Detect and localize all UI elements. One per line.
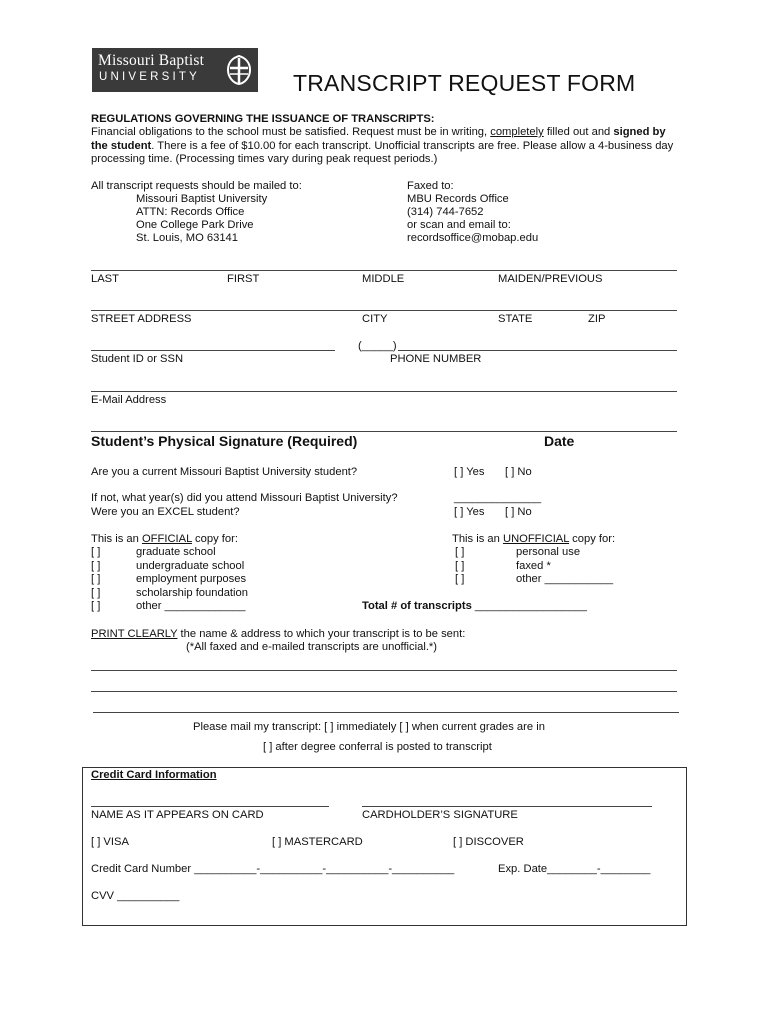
phone-line[interactable] <box>398 350 677 351</box>
fax-line-4: or scan and email to: <box>407 219 511 231</box>
unofficial-checkbox-faxed[interactable]: [ ] <box>455 560 465 572</box>
card-number-field[interactable]: Credit Card Number __________-__________-__________-__________ <box>91 863 455 875</box>
zip-label: ZIP <box>588 313 606 325</box>
unofficial-checkbox-personal[interactable]: [ ] <box>455 546 465 558</box>
name-line[interactable] <box>91 270 677 271</box>
university-logo <box>92 48 258 92</box>
state-label: STATE <box>498 313 533 325</box>
student-id-line[interactable] <box>91 350 335 351</box>
form-title: TRANSCRIPT REQUEST FORM <box>293 70 636 96</box>
cardholder-signature-label: CARDHOLDER’S SIGNATURE <box>362 809 518 821</box>
current-yes-checkbox[interactable]: [ ] Yes <box>454 466 485 478</box>
street-label: STREET ADDRESS <box>91 313 192 325</box>
unofficial-heading: This is an UNOFFICIAL copy for: <box>452 533 616 545</box>
address-line[interactable] <box>91 310 677 311</box>
print-clearly-instruction: PRINT CLEARLY the name & address to which your transcript is to be sent: <box>91 628 466 640</box>
current-no-checkbox[interactable]: [ ] No <box>505 466 532 478</box>
mail-line-4: St. Louis, MO 63141 <box>136 232 238 244</box>
excel-no-checkbox[interactable]: [ ] No <box>505 506 532 518</box>
student-id-label: Student ID or SSN <box>91 353 184 365</box>
unofficial-item-personal: personal use <box>516 546 581 558</box>
official-item-other[interactable]: other _____________ <box>136 600 246 612</box>
unofficial-note: (*All faxed and e-mailed transcripts are unofficial.*) <box>186 641 438 653</box>
recipient-line-2[interactable] <box>91 691 677 692</box>
fax-line-2: MBU Records Office <box>407 193 509 205</box>
official-checkbox-scholarship[interactable]: [ ] <box>91 587 101 599</box>
email-label: E-Mail Address <box>91 394 167 406</box>
phone-area-code: (_____) <box>358 340 397 352</box>
cvv-field[interactable]: CVV __________ <box>91 890 180 902</box>
official-item-graduate: graduate school <box>136 546 216 558</box>
cardholder-signature-line[interactable] <box>362 806 652 807</box>
regulations-text: Financial obligations to the school must be satisfied. Request must be in writing, completely filled out and signed by the student. There is a fee of $10.00 for each transcript. Unofficial transcripts are free. Please allow a 4-business day processing time. (Processing times vary during peak request periods.) <box>91 126 674 165</box>
logo-line-2: UNIVERSITY <box>99 71 201 83</box>
regulations-heading: REGULATIONS GOVERNING THE ISSUANCE OF TRANSCRIPTS: <box>91 113 435 125</box>
official-checkbox-employment[interactable]: [ ] <box>91 573 101 585</box>
unofficial-checkbox-other[interactable]: [ ] <box>455 573 465 585</box>
signature-line[interactable] <box>91 431 677 432</box>
recipient-line-3[interactable] <box>93 712 679 713</box>
logo-line-1: Missouri Baptist <box>98 52 205 69</box>
mail-line-2: ATTN: Records Office <box>136 206 245 218</box>
university-emblem-icon <box>224 54 254 86</box>
official-heading: This is an OFFICIAL copy for: <box>91 533 238 545</box>
cardholder-name-line[interactable] <box>91 806 329 807</box>
mail-after-conferral-option[interactable]: [ ] after degree conferral is posted to transcript <box>263 741 492 753</box>
mastercard-checkbox[interactable]: [ ] MASTERCARD <box>272 836 363 848</box>
official-checkbox-graduate[interactable]: [ ] <box>91 546 101 558</box>
excel-question: Were you an EXCEL student? <box>91 506 240 518</box>
excel-yes-checkbox[interactable]: [ ] Yes <box>454 506 485 518</box>
unofficial-item-other[interactable]: other ___________ <box>516 573 614 585</box>
visa-checkbox[interactable]: [ ] VISA <box>91 836 129 848</box>
phone-label: PHONE NUMBER <box>390 353 482 365</box>
first-label: FIRST <box>227 273 260 285</box>
middle-label: MIDDLE <box>362 273 405 285</box>
official-checkbox-other[interactable]: [ ] <box>91 600 101 612</box>
city-label: CITY <box>362 313 388 325</box>
signature-label: Student’s Physical Signature (Required) <box>91 433 358 449</box>
credit-card-heading: Credit Card Information <box>91 769 217 781</box>
fax-email[interactable]: recordsoffice@mobap.edu <box>407 232 539 244</box>
official-checkbox-undergraduate[interactable]: [ ] <box>91 560 101 572</box>
official-item-employment: employment purposes <box>136 573 247 585</box>
unofficial-item-faxed: faxed * <box>516 560 551 572</box>
discover-checkbox[interactable]: [ ] DISCOVER <box>453 836 524 848</box>
cardholder-name-label: NAME AS IT APPEARS ON CARD <box>91 809 264 821</box>
last-label: LAST <box>91 273 119 285</box>
fax-line-1: Faxed to: <box>407 180 454 192</box>
exp-date-field[interactable]: Exp. Date________-________ <box>498 863 651 875</box>
attended-question: If not, what year(s) did you attend Missouri Baptist University? <box>91 492 398 504</box>
mail-timing-options[interactable]: Please mail my transcript: [ ] immediately [ ] when current grades are in <box>193 721 545 733</box>
date-label: Date <box>544 433 575 449</box>
attended-year-field[interactable]: ______________ <box>454 492 542 504</box>
mail-line-1: Missouri Baptist University <box>136 193 268 205</box>
fax-line-3: (314) 744-7652 <box>407 206 484 218</box>
recipient-line-1[interactable] <box>91 670 677 671</box>
email-line[interactable] <box>91 391 677 392</box>
mail-intro: All transcript requests should be mailed to: <box>91 180 302 192</box>
maiden-label: MAIDEN/PREVIOUS <box>498 273 603 285</box>
current-student-question: Are you a current Missouri Baptist University student? <box>91 466 358 478</box>
mail-line-3: One College Park Drive <box>136 219 254 231</box>
total-transcripts[interactable]: Total # of transcripts __________________ <box>362 600 587 612</box>
official-item-undergraduate: undergraduate school <box>136 560 245 572</box>
official-item-scholarship: scholarship foundation <box>136 587 248 599</box>
